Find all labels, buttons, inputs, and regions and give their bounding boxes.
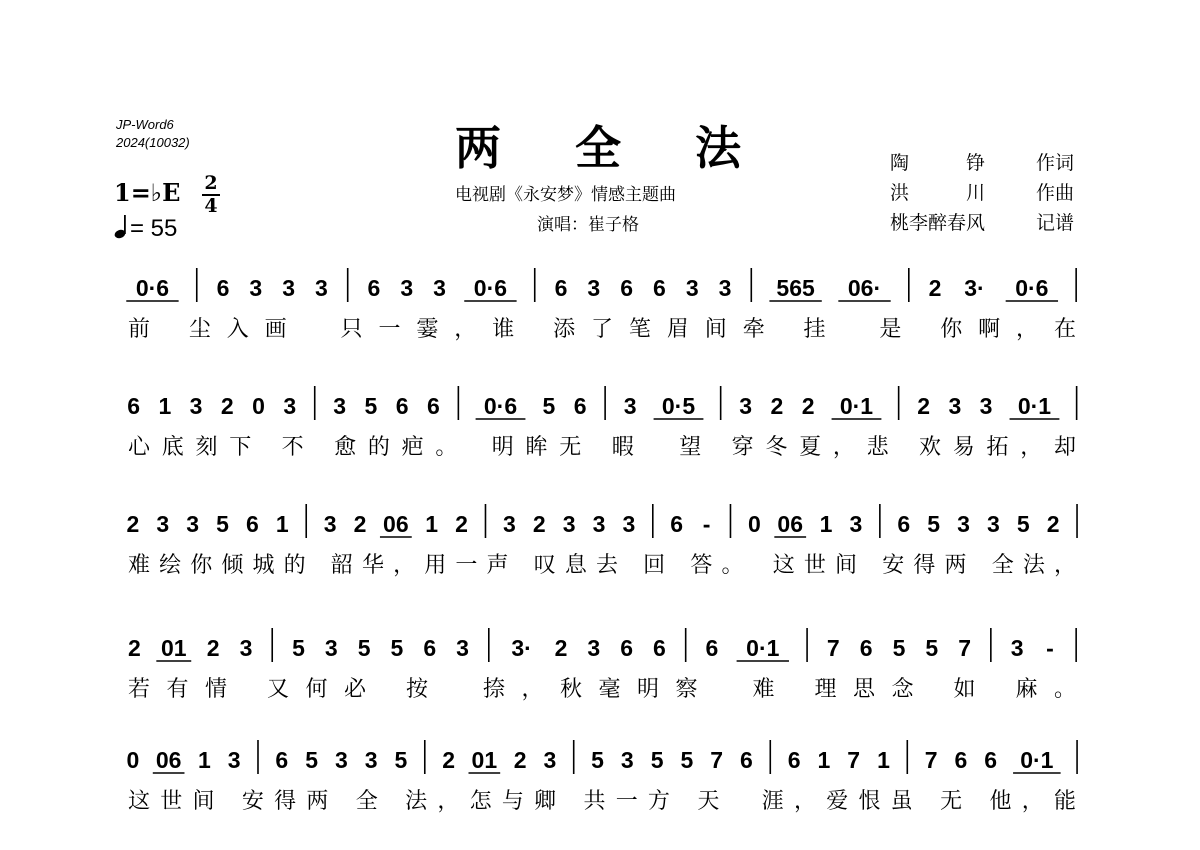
note-group: 3: [587, 635, 601, 661]
note-group: 3: [315, 275, 328, 301]
note-group: 7: [710, 747, 724, 773]
lyricist-name: 陶 铮: [890, 152, 986, 174]
note-group: 2: [442, 747, 456, 773]
note-group: 5: [542, 393, 556, 419]
note-group: 6: [275, 747, 289, 773]
note-group: 1: [819, 511, 833, 537]
note-group: 2: [532, 511, 546, 537]
note-group: 6: [426, 393, 440, 419]
note-group: 3: [456, 635, 469, 661]
note-group: 5: [292, 635, 305, 661]
note-group: 3: [323, 511, 337, 537]
note-group: 6: [653, 635, 666, 661]
note-group: 2: [128, 635, 141, 661]
note-group: 3: [620, 747, 634, 773]
note-group: 6: [620, 635, 634, 661]
note-group: 2: [353, 511, 367, 537]
note-group: 2: [455, 511, 468, 537]
note-group: 6: [127, 393, 141, 419]
note-group: 06·: [847, 275, 882, 301]
note-group: 3: [1010, 635, 1024, 661]
note-group: 6: [653, 275, 666, 301]
note-group: 6: [954, 747, 968, 773]
note-group: 1: [197, 747, 211, 773]
lyric-line: 心底刻下 不 愈的疤。 明眸无 暇 望 穿冬夏，悲 欢易拓，却: [128, 435, 1076, 460]
note-group: 3: [334, 747, 348, 773]
note-group: 6: [367, 275, 381, 301]
note-group: 7: [958, 635, 971, 661]
note-group: 5: [927, 511, 941, 537]
transcriber-role: 记谱: [1036, 212, 1075, 234]
note-group: 3: [227, 747, 241, 773]
note-group: 3: [739, 393, 753, 419]
song-title: 两全法: [455, 121, 815, 175]
key-signature: 1=♭E: [114, 178, 181, 207]
note-group: 0·1: [839, 393, 874, 419]
note-group: 0: [747, 511, 761, 537]
note-group: 5: [357, 635, 371, 661]
transcriber-name: 桃李醉春风: [890, 212, 986, 234]
note-group: 1: [425, 511, 439, 537]
note-group: 3: [333, 393, 347, 419]
note-group: 1: [158, 393, 172, 419]
software-label: JP-Word6: [116, 117, 174, 132]
note-group: 3·: [511, 635, 532, 661]
note-group: 565: [776, 275, 815, 301]
note-group: 3: [283, 393, 297, 419]
note-group: 2: [801, 393, 815, 419]
note-group: 2: [1046, 511, 1060, 537]
note-group: 5: [1016, 511, 1030, 537]
note-group: 6: [705, 635, 719, 661]
note-group: 2: [770, 393, 784, 419]
note-group: 3: [986, 511, 1000, 537]
note-group: 5: [680, 747, 694, 773]
note-group: 5: [390, 635, 404, 661]
note-group: 01: [471, 747, 498, 773]
note-group: 3: [587, 275, 601, 301]
note-group: 0·6: [473, 275, 508, 301]
note-group: -: [1046, 635, 1054, 661]
note-group: 0: [252, 393, 265, 419]
note-group: 0·1: [1020, 747, 1054, 773]
note-group: 2: [206, 635, 220, 661]
note-group: 0·1: [1017, 393, 1052, 419]
note-group: 6: [216, 275, 230, 301]
note-group: 3: [685, 275, 699, 301]
note-group: 3·: [964, 275, 985, 301]
version-label: 2024(10032): [116, 135, 190, 150]
note-group: 1: [817, 747, 831, 773]
note-group: 3: [186, 511, 200, 537]
note-group: 5: [364, 393, 378, 419]
note-group: 2: [554, 635, 568, 661]
time-signature-bottom: 4: [204, 195, 218, 217]
note-group: 2: [220, 393, 234, 419]
lyric-line: 若有情 又何必 按 捺，秋毫明察 难 理思念 如 麻。: [128, 677, 1077, 702]
note-group: 6: [787, 747, 801, 773]
note-group: 3: [189, 393, 203, 419]
note-group: 3: [249, 275, 263, 301]
note-group: 3: [433, 275, 446, 301]
note-group: 3: [718, 275, 732, 301]
note-group: 3: [948, 393, 962, 419]
note-group: 3: [364, 747, 378, 773]
note-group: 2: [917, 393, 931, 419]
note-group: 6: [620, 275, 634, 301]
note-group: -: [702, 511, 711, 537]
note-group: 3: [543, 747, 557, 773]
note-group: 0·1: [746, 635, 780, 661]
time-signature-top: 2: [204, 172, 218, 194]
song-subtitle: 电视剧《永安梦》情感主题曲: [455, 185, 676, 205]
note-group: 3: [957, 511, 970, 537]
lyric-line: 这世间 安得两 全 法，怎与卿 共一方 天 涯，爱恨虽 无 他，能: [128, 789, 1076, 814]
note-group: 3: [562, 511, 576, 537]
note-group: 6: [423, 635, 437, 661]
lyricist-role: 作词: [1036, 152, 1075, 174]
note-group: 3: [849, 511, 863, 537]
note-group: 3: [502, 511, 516, 537]
note-group: 2: [928, 275, 942, 301]
note-group: 7: [847, 747, 861, 773]
note-group: 6: [897, 511, 911, 537]
note-group: 6: [984, 747, 998, 773]
note-group: 01: [160, 635, 187, 661]
note-group: 5: [892, 635, 906, 661]
note-group: 06: [155, 747, 182, 773]
note-group: 1: [877, 747, 890, 773]
note-group: 6: [246, 511, 259, 537]
note-group: 0·6: [1015, 275, 1049, 301]
lyric-line: 难绘你倾城的 韶华，用一声 叹息去 回 答。 这世间 安得两 全法，: [128, 553, 1076, 578]
note-group: 6: [573, 393, 587, 419]
note-group: 3: [324, 635, 338, 661]
note-group: 3: [592, 511, 606, 537]
note-group: 6: [395, 393, 409, 419]
note-group: 5: [650, 747, 664, 773]
note-group: 3: [623, 393, 637, 419]
note-group: 0·6: [135, 275, 170, 301]
note-group: 5: [925, 635, 939, 661]
note-group: 6: [670, 511, 684, 537]
note-group: 3: [400, 275, 414, 301]
note-group: 7: [924, 747, 938, 773]
note-group: 1: [275, 511, 289, 537]
note-group: 0·5: [661, 393, 696, 419]
note-group: 7: [826, 635, 840, 661]
composer-role: 作曲: [1036, 182, 1075, 204]
note-group: 06: [383, 511, 409, 537]
tempo-value: = 55: [130, 215, 178, 242]
note-group: 3: [239, 635, 253, 661]
note-group: 0: [126, 747, 140, 773]
lyric-line: 前 尘入画 只一霎，谁 添了笔眉间牵 挂 是 你啊，在: [128, 317, 1076, 342]
composer-name: 洪 川: [890, 182, 986, 204]
note-group: 3: [282, 275, 296, 301]
note-group: 6: [740, 747, 753, 773]
note-group: 5: [394, 747, 408, 773]
note-group: 5: [591, 747, 604, 773]
note-group: 6: [554, 275, 568, 301]
note-group: 2: [513, 747, 527, 773]
note-group: 06: [777, 511, 804, 537]
note-group: 3: [622, 511, 636, 537]
note-group: 2: [126, 511, 140, 537]
note-group: 5: [216, 511, 229, 537]
note-group: 6: [859, 635, 873, 661]
singer-credit: 演唱：崔子格: [537, 215, 639, 235]
note-group: 5: [305, 747, 318, 773]
note-group: 0·6: [483, 393, 518, 419]
note-group: 3: [156, 511, 170, 537]
note-group: 3: [979, 393, 993, 419]
